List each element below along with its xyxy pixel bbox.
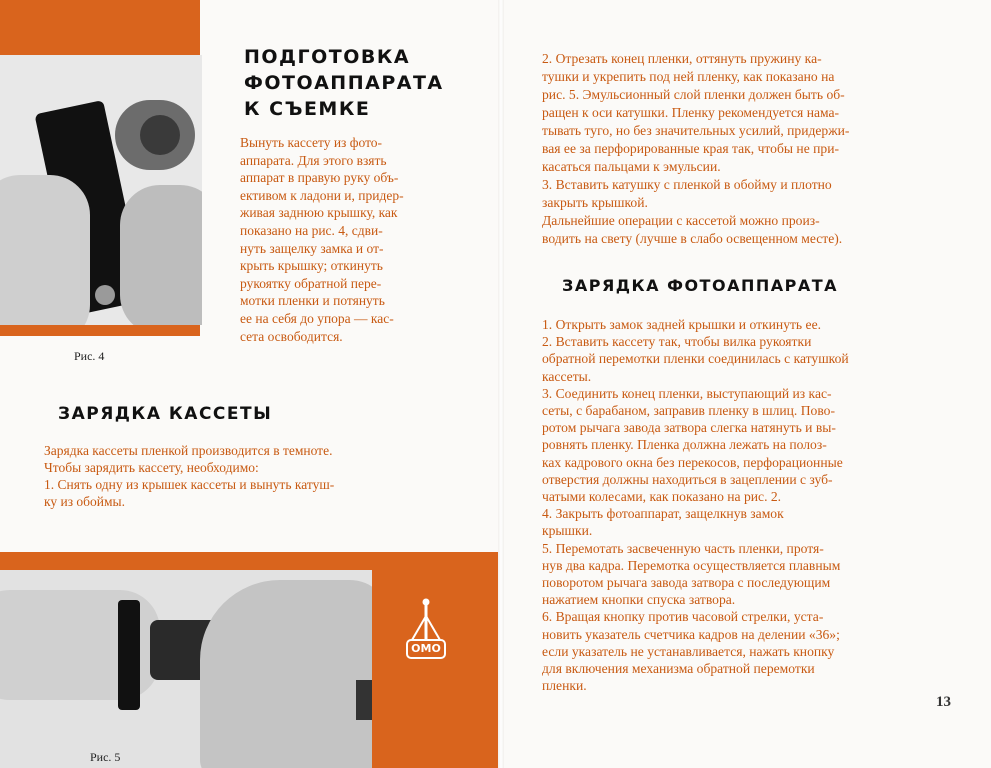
section-text-cassette-loading: Зарядка кассеты пленкой производится в темноте. Чтобы зарядить кассету, необходимо: 1. Снять одну из крышек кассеты и вынуть катуш- ку из обоймы. <box>44 443 335 509</box>
left-hand <box>0 175 90 325</box>
figure-5-caption: Рис. 5 <box>90 750 121 764</box>
section-heading-camera-prep: ПОДГОТОВКА ФОТОАППАРАТА К СЪЕМКЕ <box>244 46 444 120</box>
camera-edge <box>356 680 372 720</box>
right-page <box>504 0 991 768</box>
page-number: 13 <box>936 694 951 710</box>
film-spool <box>118 600 140 710</box>
figure-4-photo <box>0 55 202 325</box>
omo-logo-text: ОМО <box>411 642 441 655</box>
figure-4-caption: Рис. 4 <box>74 349 105 363</box>
omo-logo <box>404 596 448 666</box>
section-text-camera-loading: 1. Открыть замок задней крышки и откинуть ее. 2. Вставить кассету так, чтобы вилка рукоятки обратной перемотки пленки соединилась с катушкой кассеты. 3. Соединить конец пленки, выступающий из кас- сеты, с барабаном, заправив пленку в шлиц. Пово- ротом рычага завода затвора слегка натянуть и вы- ровнять пленку. Пленка должна лежать на полоз- ках кадрового окна без перекосов, перфорационные отверстия должны находиться в зацеплении с зуб- чатыми колесами, как показано на рис. 2. 4. Закрыть фотоаппарат, защелкнув замок крышки. 5. Перемотать засвеченную часть пленки, протя- нув два кадра. Перемотка осуществляется плавным поворотом рычага завода затвора с последующим нажатием кнопки спуска затвора. 6. Вращая кнопку против часовой стрелки, уста- новить указатель счетчика кадров на делении «36»; если указатель не устанавливается, нажать кнопку для включения механизма обратной перемотки пленки. <box>542 317 849 694</box>
continued-cassette-instructions: 2. Отрезать конец пленки, оттянуть пружину ка- тушки и укрепить под ней пленку, как показано на рис. 5. Эмульсионный слой пленки должен быть об- ращен к оси катушки. Пленку рекомендуется нама- тывать туго, но без значительных усилий, придержи- вая ее за перфорированные края так, чтобы не при- касаться пальцами к эмульсии. 3. Вставить катушку с пленкой в обойму и плотно закрыть крышкой. Дальнейшие операции с кассетой можно произ- водить на свету (лучше в слабо освещенном месте). <box>542 51 850 246</box>
section-text-camera-prep: Вынуть кассету из фото- аппарата. Для этого взять аппарат в правую руку объ- ективом к ладони и, придер- живая заднюю крышку, как показано на рис. 4, сдви- нуть защелку замка и от- крыть крышку; откинуть рукоятку обратной пере- мотки пленки и потянуть ее на себя до упора — кас- сета освободится. <box>240 135 404 344</box>
latch-knob <box>95 285 115 305</box>
camera-lens-center <box>140 115 180 155</box>
right-hand-fig5 <box>200 580 372 768</box>
section-heading-cassette-loading: ЗАРЯДКА КАССЕТЫ <box>58 404 273 424</box>
section-heading-camera-loading: ЗАРЯДКА ФОТОАППАРАТА <box>562 276 839 295</box>
figure-5-photo <box>0 570 372 768</box>
right-hand <box>120 185 202 325</box>
